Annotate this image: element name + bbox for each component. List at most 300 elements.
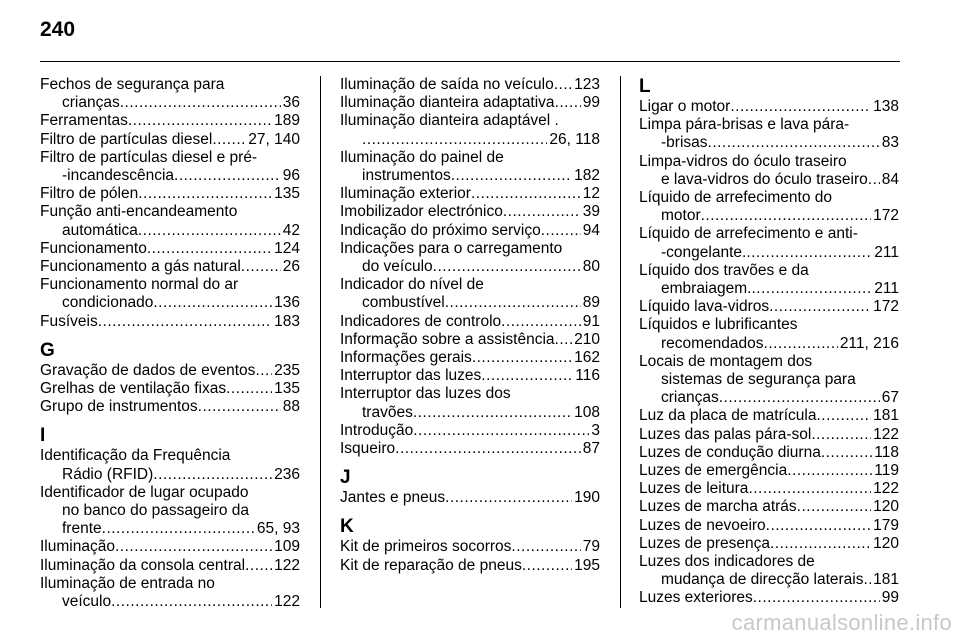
index-column-3 bbox=[639, 76, 899, 608]
leader-dots bbox=[153, 294, 272, 312]
index-page-ref: 42 bbox=[282, 221, 300, 239]
leader-dots bbox=[245, 557, 272, 575]
index-page-ref: 89 bbox=[582, 294, 600, 312]
index-entry-line bbox=[340, 76, 600, 94]
page-number: 240 bbox=[40, 18, 76, 41]
index-entry-line bbox=[340, 131, 600, 149]
index-page-ref: 83 bbox=[881, 134, 899, 152]
index-page-ref: 122 bbox=[873, 425, 899, 443]
index-entry-line bbox=[639, 335, 899, 353]
leader-dots bbox=[471, 185, 581, 203]
index-entry-term: Imobilizador electrónico bbox=[340, 203, 503, 221]
index-page-ref: 26, 118 bbox=[549, 130, 600, 148]
index-entry-text: Interruptor das luzes dos bbox=[340, 385, 511, 403]
index-page-ref: 65, 93 bbox=[256, 520, 300, 538]
index-entry-term: Isqueiro bbox=[340, 440, 396, 458]
index-entry-term: -incandescência bbox=[62, 167, 175, 185]
index-entry bbox=[639, 316, 899, 352]
index-entry bbox=[639, 444, 899, 462]
index-page-ref: 123 bbox=[574, 76, 600, 93]
index-page-ref: 124 bbox=[274, 239, 300, 257]
index-page-ref: 84 bbox=[881, 170, 899, 188]
leader-dots bbox=[797, 498, 871, 516]
index-page-ref: 80 bbox=[582, 258, 600, 276]
index-entry-line bbox=[340, 258, 600, 276]
index-entry-term: Gravação de dados de eventos bbox=[40, 361, 256, 379]
index-page-ref: 122 bbox=[274, 556, 300, 574]
leader-dots bbox=[198, 398, 281, 416]
index-page-ref: 135 bbox=[274, 380, 300, 398]
index-entry-term: motor bbox=[661, 207, 701, 225]
index-entry-term: Luzes de emergência bbox=[639, 462, 788, 480]
index-entry bbox=[340, 367, 600, 385]
index-entry-line bbox=[340, 349, 600, 367]
index-entry bbox=[639, 189, 899, 225]
index-letter: J bbox=[340, 467, 351, 489]
index-entry-term: crianças bbox=[62, 94, 120, 112]
index-entry-line bbox=[639, 171, 899, 189]
leader-dots bbox=[503, 203, 581, 221]
index-page-ref: 122 bbox=[274, 593, 300, 611]
index-entry-term: Grelhas de ventilação fixas bbox=[40, 380, 227, 398]
index-entry bbox=[340, 313, 600, 331]
leader-dots bbox=[481, 367, 573, 385]
index-entry bbox=[40, 380, 300, 398]
index-entry bbox=[639, 553, 899, 589]
index-entry-term: -brisas bbox=[661, 134, 708, 152]
index-entry-term: Luzes de presença bbox=[639, 534, 770, 552]
index-entry bbox=[40, 538, 300, 556]
index-entry bbox=[340, 76, 600, 94]
index-page-ref: 109 bbox=[274, 538, 300, 556]
index-entry-line bbox=[639, 298, 899, 316]
index-entry-line bbox=[639, 571, 899, 589]
leader-dots bbox=[555, 331, 573, 349]
index-entry-line bbox=[340, 489, 600, 507]
index-entry-text: Iluminação dianteira adaptável . bbox=[340, 112, 559, 130]
index-page-ref: 119 bbox=[874, 462, 899, 480]
index-letter: I bbox=[40, 425, 46, 447]
index-entry-term: Fusíveis bbox=[40, 312, 98, 330]
index-entry-text: Funcionamento normal do ar bbox=[40, 276, 239, 294]
index-entry-line bbox=[639, 389, 899, 407]
index-entry-term: Luzes de nevoeiro bbox=[639, 516, 766, 534]
leader-dots bbox=[501, 313, 581, 331]
leader-dots bbox=[147, 240, 272, 258]
index-entry-term: veículo bbox=[62, 593, 112, 611]
index-entry bbox=[340, 489, 600, 507]
index-entry bbox=[340, 203, 600, 221]
index-page-ref: 118 bbox=[874, 443, 899, 461]
leader-dots bbox=[511, 538, 580, 556]
index-entry bbox=[40, 447, 300, 483]
leader-dots bbox=[787, 462, 872, 480]
index-entry bbox=[340, 185, 600, 203]
index-entry-term: Jantes e pneus bbox=[340, 489, 446, 507]
leader-dots bbox=[451, 167, 572, 185]
index-entry bbox=[639, 298, 899, 316]
index-page-ref: 122 bbox=[873, 480, 899, 498]
index-entry-term: crianças bbox=[661, 389, 719, 407]
index-entry-line bbox=[340, 422, 600, 440]
index-entry-text: Limpa pára-brisas e lava pára- bbox=[639, 116, 850, 134]
index-entry bbox=[639, 153, 899, 189]
index-entry bbox=[40, 203, 300, 239]
index-page-ref: 235 bbox=[274, 361, 300, 379]
leader-dots bbox=[821, 444, 872, 462]
index-entry-text: sistemas de segurança para bbox=[661, 371, 856, 389]
index-entry bbox=[639, 116, 899, 152]
index-entry-term: Filtro de pólen bbox=[40, 185, 139, 203]
leader-dots bbox=[770, 535, 871, 553]
index-page-ref: 99 bbox=[582, 94, 600, 112]
index-entry-line bbox=[340, 404, 600, 422]
index-entry-line bbox=[40, 313, 300, 331]
index-entry bbox=[40, 398, 300, 416]
index-entry-term: Interruptor das luzes bbox=[340, 367, 482, 385]
index-entry bbox=[40, 131, 300, 149]
index-entry-text: Limpa-vidros do óculo traseiro bbox=[639, 152, 847, 170]
index-entry-text: Fechos de segurança para bbox=[40, 76, 225, 93]
leader-dots bbox=[433, 258, 581, 276]
index-entry-line bbox=[340, 367, 600, 385]
index-page-ref: 211 bbox=[874, 280, 899, 298]
index-entry-term: Rádio (RFID) bbox=[62, 465, 154, 483]
index-page-ref: 12 bbox=[582, 185, 600, 203]
index-entry-line bbox=[40, 294, 300, 312]
index-entry-line bbox=[340, 557, 600, 575]
index-entry-line bbox=[40, 380, 300, 398]
index-entry-term: condicionado bbox=[62, 294, 154, 312]
header-rule bbox=[40, 61, 900, 62]
index-entry-term: Luzes exteriores bbox=[639, 589, 753, 607]
index-entry-line bbox=[639, 535, 899, 553]
index-entry-line bbox=[340, 167, 600, 185]
index-page-ref: 67 bbox=[881, 389, 899, 407]
index-entry-term: Indicadores de controlo bbox=[340, 312, 502, 330]
index-entry bbox=[40, 557, 300, 575]
index-entry-line bbox=[639, 407, 899, 425]
index-entry bbox=[639, 535, 899, 553]
index-entry-term: Luzes de marcha atrás bbox=[639, 498, 797, 516]
index-letter: L bbox=[639, 76, 651, 97]
index-entry-line bbox=[40, 185, 300, 203]
index-entry-term: Funcionamento bbox=[40, 239, 147, 257]
index-page-ref: 120 bbox=[873, 498, 899, 516]
leader-dots bbox=[413, 404, 572, 422]
index-entry bbox=[340, 557, 600, 575]
index-entry bbox=[40, 76, 300, 112]
index-entry-term: Luzes de leitura bbox=[639, 480, 749, 498]
index-page-ref: 182 bbox=[574, 167, 600, 185]
leader-dots bbox=[555, 94, 581, 112]
index-page-ref: 162 bbox=[574, 349, 600, 367]
index-entry bbox=[40, 258, 300, 276]
leader-dots bbox=[719, 389, 880, 407]
index-entry-term: instrumentos bbox=[362, 167, 451, 185]
index-page-ref: 94 bbox=[582, 221, 600, 239]
index-page-ref: 236 bbox=[274, 465, 300, 483]
index-entry-line bbox=[639, 462, 899, 480]
index-entry-term: Ligar o motor bbox=[639, 98, 731, 115]
index-entry-line bbox=[340, 203, 600, 221]
index-entry-line bbox=[340, 313, 600, 331]
index-entry-term: do veículo bbox=[362, 258, 433, 276]
leader-dots bbox=[128, 112, 272, 130]
index-entry-term: Introdução bbox=[340, 421, 414, 439]
index-entry bbox=[639, 353, 899, 408]
index-entry-line bbox=[40, 258, 300, 276]
index-entry-line bbox=[40, 398, 300, 416]
index-page-ref: 88 bbox=[282, 398, 300, 416]
index-entry bbox=[340, 112, 600, 148]
index-entry bbox=[340, 422, 600, 440]
index-page-ref: 190 bbox=[574, 489, 600, 507]
index-entry-text: Luzes dos indicadores de bbox=[639, 553, 815, 571]
leader-dots bbox=[811, 426, 871, 444]
leader-dots bbox=[817, 407, 872, 425]
index-entry-term: Luz da placa de matrícula bbox=[639, 407, 817, 425]
index-entry bbox=[639, 98, 899, 116]
index-entry-text: Líquido de arrefecimento e anti- bbox=[639, 225, 858, 243]
index-page-ref: 79 bbox=[582, 538, 600, 556]
index-entry-term: Informações gerais bbox=[340, 349, 472, 367]
index-entry bbox=[40, 276, 300, 312]
index-entry-term: Luzes de condução diurna bbox=[639, 443, 821, 461]
index-page-ref: 135 bbox=[274, 185, 300, 203]
index-entry-line bbox=[40, 557, 300, 575]
index-entry bbox=[639, 426, 899, 444]
index-entry-term: Kit de primeiros socorros bbox=[340, 538, 512, 556]
index-entry-line bbox=[639, 426, 899, 444]
leader-dots bbox=[413, 422, 589, 440]
index-entry-text: Líquido dos travões e da bbox=[639, 261, 809, 279]
leader-dots bbox=[445, 294, 581, 312]
index-entry bbox=[40, 313, 300, 331]
index-entry-term: Iluminação bbox=[40, 538, 115, 556]
index-page-ref: 36 bbox=[282, 94, 300, 112]
watermark: carmanualsonline.info bbox=[731, 610, 952, 635]
index-entry-line bbox=[340, 538, 600, 556]
leader-dots bbox=[753, 589, 880, 607]
leader-dots bbox=[153, 466, 272, 484]
index-entry-line bbox=[40, 362, 300, 380]
index-page-ref: 210 bbox=[574, 330, 600, 348]
index-entry bbox=[639, 262, 899, 298]
index-letter: K bbox=[340, 516, 354, 538]
leader-dots bbox=[701, 207, 872, 225]
index-entry-term: Indicação do próximo serviço bbox=[340, 221, 541, 239]
leader-dots bbox=[395, 440, 581, 458]
index-entry-line bbox=[40, 222, 300, 240]
index-entry bbox=[639, 498, 899, 516]
index-page-ref: 211, 216 bbox=[839, 334, 899, 352]
index-entry bbox=[340, 331, 600, 349]
index-entry bbox=[639, 407, 899, 425]
index-entry-term: Líquido lava-vidros bbox=[639, 298, 770, 316]
index-page-ref: 39 bbox=[582, 203, 600, 221]
leader-dots bbox=[522, 557, 572, 575]
index-entry bbox=[639, 589, 899, 607]
index-entry bbox=[40, 362, 300, 380]
index-entry-line bbox=[639, 498, 899, 516]
index-entry-line bbox=[40, 240, 300, 258]
index-page-ref: 26 bbox=[282, 258, 300, 276]
leader-dots bbox=[138, 222, 281, 240]
index-page-ref: 108 bbox=[574, 403, 600, 421]
index-entry bbox=[340, 349, 600, 367]
leader-dots bbox=[751, 280, 872, 298]
index-entry-term: mudança de direcção laterais bbox=[661, 571, 864, 589]
index-entry-text: Identificador de lugar ocupado bbox=[40, 483, 249, 501]
index-entry-text: Função anti-encandeamento bbox=[40, 203, 238, 221]
index-entry-term: frente bbox=[62, 520, 102, 538]
index-page-ref: 183 bbox=[274, 312, 300, 330]
leader-dots bbox=[863, 571, 871, 589]
index-entry-term: Ferramentas bbox=[40, 112, 128, 130]
index-entry bbox=[40, 575, 300, 611]
leader-dots bbox=[362, 131, 547, 149]
index-entry bbox=[40, 112, 300, 130]
index-entry bbox=[40, 149, 300, 185]
leader-dots bbox=[766, 517, 871, 535]
index-page-ref: 120 bbox=[873, 534, 899, 552]
index-entry-line bbox=[639, 280, 899, 298]
leader-dots bbox=[241, 258, 281, 276]
index-entry-line bbox=[639, 444, 899, 462]
index-page-ref: 172 bbox=[873, 207, 899, 225]
index-entry-term: combustível bbox=[362, 294, 445, 312]
index-entry-line bbox=[40, 167, 300, 185]
index-entry-line bbox=[639, 244, 899, 262]
leader-dots bbox=[769, 298, 871, 316]
index-entry-term: Informação sobre a assistência bbox=[340, 330, 555, 348]
index-entry bbox=[639, 480, 899, 498]
leader-dots bbox=[748, 480, 871, 498]
index-entry-line bbox=[40, 593, 300, 611]
index-entry-line bbox=[40, 538, 300, 556]
index-entry bbox=[340, 94, 600, 112]
index-entry-term: automática bbox=[62, 221, 138, 239]
index-page-ref: 96 bbox=[282, 167, 300, 185]
leader-dots bbox=[138, 185, 272, 203]
index-entry-line bbox=[639, 517, 899, 535]
index-entry bbox=[639, 517, 899, 535]
index-entry-text: Identificação da Frequência bbox=[40, 447, 231, 465]
index-entry-term: Funcionamento a gás natural bbox=[40, 258, 241, 276]
index-entry-term: -congelante. bbox=[661, 243, 747, 261]
index-entry bbox=[340, 538, 600, 556]
index-entry-term: Grupo de instrumentos bbox=[40, 398, 198, 416]
index-entry-text: Indicador do nível de bbox=[340, 276, 484, 294]
leader-dots bbox=[472, 349, 572, 367]
leader-dots bbox=[115, 538, 272, 556]
index-column-1 bbox=[40, 76, 300, 611]
index-entry bbox=[340, 149, 600, 185]
leader-dots bbox=[226, 380, 272, 398]
index-entry-line bbox=[340, 294, 600, 312]
index-entry-term: Kit de reparação de pneus bbox=[340, 556, 522, 574]
index-entry-text: Locais de montagem dos bbox=[639, 352, 813, 370]
index-page-ref: 179 bbox=[873, 516, 899, 534]
index-entry bbox=[40, 185, 300, 203]
index-entry-text: Líquidos e lubrificantes bbox=[639, 316, 798, 334]
index-entry-line bbox=[340, 185, 600, 203]
index-entry bbox=[340, 276, 600, 312]
leader-dots bbox=[764, 335, 838, 353]
index-entry bbox=[340, 385, 600, 421]
leader-dots bbox=[102, 520, 255, 538]
index-page-ref: 27, 140 bbox=[248, 130, 300, 148]
index-page-ref: 87 bbox=[582, 440, 600, 458]
index-entry-term: Iluminação da consola central bbox=[40, 556, 246, 574]
index-page-ref: 172 bbox=[873, 298, 899, 316]
index-entry-line bbox=[340, 222, 600, 240]
index-letter: G bbox=[40, 339, 55, 361]
index-entry-term: e lava-vidros do óculo traseiro bbox=[661, 170, 868, 188]
leader-dots bbox=[746, 244, 872, 262]
index-page-ref: 189 bbox=[274, 112, 300, 130]
index-entry-term: Iluminação exterior bbox=[340, 185, 471, 203]
index-entry-line bbox=[639, 98, 899, 116]
index-page-ref: 195 bbox=[574, 556, 600, 574]
index-entry-line bbox=[639, 589, 899, 607]
index-column-2 bbox=[340, 76, 600, 575]
index-page-ref: 181 bbox=[873, 571, 899, 589]
index-entry bbox=[340, 440, 600, 458]
index-page-ref: 211 bbox=[874, 243, 899, 261]
index-entry-text: Iluminação de entrada no bbox=[40, 574, 215, 592]
leader-dots bbox=[98, 313, 272, 331]
index-page-ref: 136 bbox=[274, 294, 300, 312]
index-entry bbox=[340, 240, 600, 276]
column-divider bbox=[620, 76, 621, 608]
index-entry-line bbox=[340, 440, 600, 458]
index-entry bbox=[639, 225, 899, 261]
index-entry-line bbox=[639, 480, 899, 498]
column-divider bbox=[320, 76, 321, 608]
index-entry-term: Iluminação dianteira adaptativa bbox=[340, 94, 555, 112]
index-page-ref: 91 bbox=[582, 312, 600, 330]
index-entry bbox=[639, 462, 899, 480]
leader-dots bbox=[174, 167, 281, 185]
leader-dots bbox=[255, 362, 272, 380]
index-entry-term: recomendados bbox=[661, 334, 764, 352]
index-entry-line bbox=[40, 94, 300, 112]
index-page-ref: 181 bbox=[873, 407, 899, 425]
leader-dots bbox=[120, 94, 281, 112]
index-page-ref: 138 bbox=[873, 98, 899, 115]
index-entry-line bbox=[340, 331, 600, 349]
index-entry-term: travões bbox=[362, 403, 413, 421]
index-entry-term: Luzes das palas pára-sol bbox=[639, 425, 812, 443]
index-page-ref: 3 bbox=[591, 421, 600, 439]
leader-dots bbox=[554, 76, 572, 94]
index-entry-term: Iluminação de saída no veículo bbox=[340, 76, 554, 93]
leader-dots bbox=[708, 134, 880, 152]
index-entry-term: Filtro de partículas diesel bbox=[40, 130, 213, 148]
index-entry bbox=[40, 240, 300, 258]
index-entry bbox=[40, 484, 300, 539]
index-page-ref: 99 bbox=[881, 589, 899, 607]
index-entry bbox=[340, 222, 600, 240]
leader-dots bbox=[868, 171, 880, 189]
index-page-ref: 116 bbox=[575, 367, 600, 385]
leader-dots bbox=[445, 489, 572, 507]
index-entry-text: Iluminação do painel de bbox=[340, 148, 504, 166]
index-entry-line bbox=[40, 466, 300, 484]
index-entry-line bbox=[40, 131, 300, 149]
